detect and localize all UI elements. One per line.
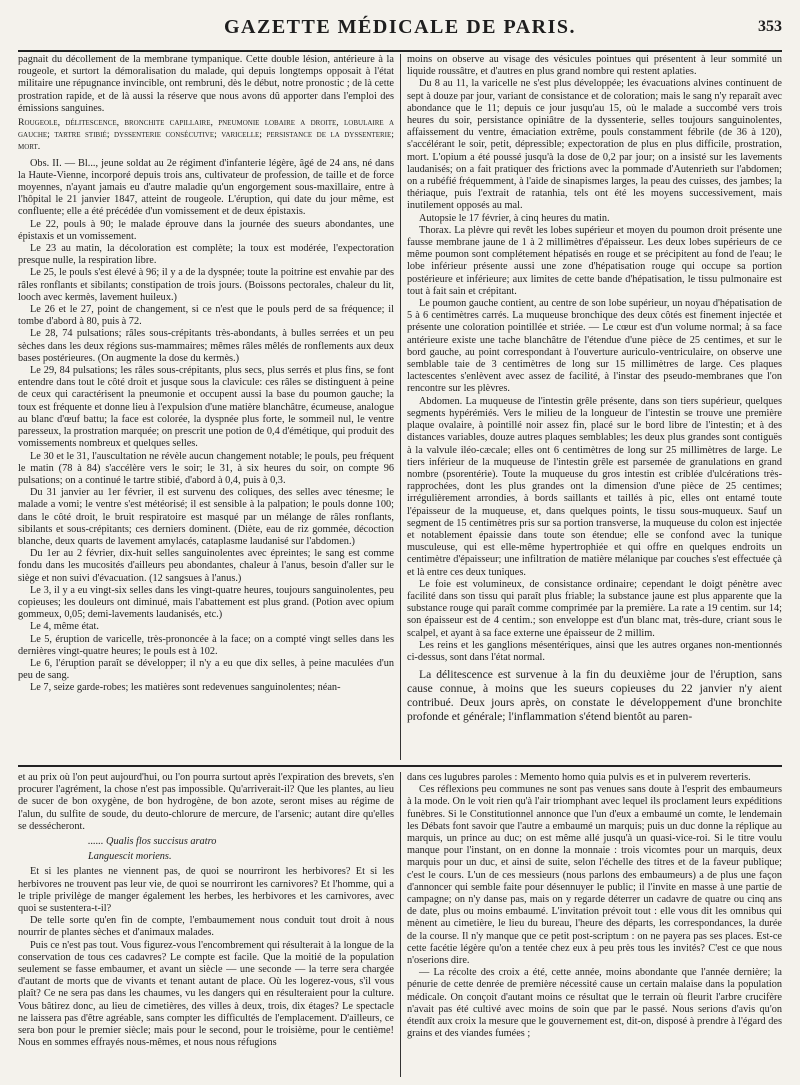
paragraph: Abdomen. La muqueuse de l'intestin grêle présente, dans son tiers supérieur, quelques segments hypérémiés. Vers le milieu de la longueur de l'intestin se trouve une première plaque ovalaire, à pointillé noir assez fin, placé sur le bord libre de l'intestin; et à des distances variables, douze autres plaques semblables; les deux plus grandes sont contiguës à la valvule iléo-cæcale; elles ont 6 centimètres de long sur 25 millimètres de large. Le tiers inférieur de la muqueuse de l'intestin grêle est parsemée de granulations en grand nombre (psorentérie). Toute la muqueuse du gros intestin est criblée d'ulcérations très-rapprochées, dont les plus grandes ont la dimension d'une pièce de 25 centimes; irrégulièrement arrondies, à bords saillants et taillés à pic, elles ont entamé toute l'épaisseur de la muqueuse, et, dans quelques points, le tissu sous-muqueux. Sauf un segment de 15 centimètres pris sur sa portion transverse, la muqueuse du colon est injectée et notablement épaissie dans toute son étendue; elle se confond avec la tunique musculeuse, qui est elle-même hypertrophiée et qui offre en quelques endroits un centimètre d'épaisseur; une infiltration de matière mélanique par couches s'est effectuée çà et là entre ces deux tuniques.	[407, 395, 782, 578]
paragraph: Le 4, même état.	[30, 621, 99, 633]
paragraph: Du 1er au 2 février, dix-huit selles sanguinolentes avec épreintes; le sang est comme fondu dans les mucosités d'ailleurs peu abondantes, chaleur à l'anus, besoin d'aller sur le siège et non suivi d'évacuation. (12 sangsues à l'anus.)	[18, 548, 394, 584]
column-divider	[400, 54, 401, 760]
paragraph: moins on observe au visage des vésicules pointues qui présentent à leur sommité un liquide roussâtre, et d'autres en plus grand nombre qui restent aplaties.	[407, 54, 782, 78]
paragraph: Le 25, le pouls s'est élevé à 96; il y a de la dyspnée; toute la poitrine est envahie par des râles ronflants et sibilants; constipation de trois jours. (Boissons pectorales, chaleur du lit, looch avec kermès, lavement huileux.)	[18, 267, 394, 303]
page-header	[18, 14, 782, 52]
paragraph: Le poumon gauche contient, au centre de son lobe supérieur, un noyau d'hépatisation de 5 à 6 centimètres carrés. La muqueuse bronchique des deux côtés est finement injectée et présente une coloration pointillée et striée. — Le cœur est d'un volume normal; à sa face antérieure existe une tache blanchâtre de l'étendue d'une pièce de 25 centimes, et sur le bord gauche, au point correspondant à l'ouverture auriculo-ventriculaire, on observe une semblable taie de 3 centimètres de long sur 15 millimètres de large. Ces plaques lactescentes s'enlèvent avec assez de facilité, à l'instar des pseudo-membranes que l'on rencontre sur les plèvres.	[407, 298, 782, 395]
paragraph: Le foie est volumineux, de consistance ordinaire; cependant le doigt pénètre avec facilité dans son tissu qui paraît plus friable; la substance jaune est plus apparente que la substance rouge qui paraît comme comprimée par la première. La rate a 19 centim. sur 14; son épaisseur est de 4 centim.; son enveloppe est d'un blanc mat, très-dure, criant sous le scalpel, et ayant à sa face externe une épaisseur de 2 millim.	[407, 578, 782, 639]
paragraph: Les reins et les ganglions mésentériques, ainsi que les autres organes non-mentionnés ci-dessus, sont dans l'état normal.	[407, 639, 782, 663]
journal-title: GAZETTE MÉDICALE DE PARIS.	[223, 16, 577, 38]
paragraph: Autopsie le 17 février, à cinq heures du matin.	[419, 212, 610, 224]
paragraph: pagnait du décollement de la membrane tympanique. Cette double lésion, antérieure à la rougeole, et surtort la démoralisation du malade, qui depuis longtemps opposait à l'état militaire une répugnance invincible, ont rembruni, dès le début, notre pronostic ; de là cette prostration rapide, et de là aussi la réserve que nous avons dû apporter dans l'emploi des émissions sanguines.	[18, 54, 394, 114]
paragraph: Le 22, pouls à 90; le malade éprouve dans la journée des sueurs abondantes, une épistaxis et un vomissement.	[18, 218, 394, 242]
paragraph: Le 28, 74 pulsations; râles sous-crépitants très-abondants, à bulles serrées et un peu sèches dans les deux régions sus-mammaires; mêmes râles mêlés de ronflements aux deux bases postérieures. (On augmente la dose du kermès.)	[18, 328, 394, 364]
verse-line: ...... Qualis flos succisus aratro	[88, 836, 217, 848]
paragraph: Le 5, éruption de varicelle, très-prononcée à la face; on a compté vingt selles dans les dernières vingt-quatre heures; le pouls est à 102.	[18, 633, 394, 657]
paragraph: Et si les plantes ne viennent pas, de quoi se nourriront les herbivores? Et si les herbivores ne trouvent pas leur vie, de quoi se nourriront les carnivores? Et l'homme, qui a le triple privilège de manger également les herbes, les herbivores et les carnivores, avec quoi se sustentera-t-il?	[18, 866, 394, 915]
paragraph: Obs. II. — Bl..., jeune soldat au 2e régiment d'infanterie légère, âgé de 24 ans, né dans la Haute-Vienne, incorporé depuis trois ans, cultivateur de profession, de taille et de force moyennes, n'ayant jamais eu d'autre maladie qu'un engorgement sous-maxillaire, entre à l'hôpital le 21 janvier 1847, atteint de rougeole. L'éruption, qui date du jour même, est confluente; elle a été précédée d'un vomissement et de deux épistaxis.	[18, 157, 394, 218]
case-heading: Rougeole, délitescence, bronchite capillaire, pneumonie lobaire a droite, lobulaire a gauche; tartre stibié; dyssenterie consécutive; varicelle; persistance de la dyssenterie; mort.	[18, 117, 394, 153]
paragraph: Le 23 au matin, la décoloration est complète; la toux est modérée, l'expectoration presque nulle, la respiration libre.	[18, 243, 394, 267]
paragraph: De telle sorte qu'en fin de compte, l'embaumement nous conduit tout droit à nous nourrir de plantes sèches et d'animaux malades.	[18, 915, 394, 939]
paragraph: Thorax. La plèvre qui revêt les lobes supérieur et moyen du poumon droit présente une fausse membrane jaune de 1 à 2 millimètres d'épaisseur. Les deux lobes supérieurs de ce même poumon sont complétement hépatisés en rouge et se précipitent au fond de l'eau; le lobe inférieur présente aussi une zone d'hépatisation rouge qui occupe sa portion postérieure et inférieure; aux limites de cette bande d'hépatisation, le tissu pulmonaire est tout à fait sain et crépitant.	[407, 224, 782, 297]
paragraph: Le 29, 84 pulsations; les râles sous-crépitants, plus secs, plus serrés et plus fins, se font entendre dans tout le côté droit et jusque sous la clavicule: ces râles se distinguent à peine de ceux qui caractérisent la pneumonie et occupent aussi la base du poumon gauche; la toux est fréquente et donne lieu à l'expulsion d'une matière blanchâtre, écumeuse, analogue au blanc d'œuf battu; la face est colorée, la dyspnée plus forte, le sommeil nul, le ventre paresseux, la prostration marquée; on prescrit une potion de 0,4 d'émétique, qui produit des vomissements nombreux et quelques selles.	[18, 365, 394, 450]
paragraph: Ces réflexions peu communes ne sont pas venues sans doute à l'esprit des embaumeurs à la mode. On le voit rien qu'à l'air triomphant avec lequel ils proclament leurs expéditions funèbres. Si le Constitutionnel annonce que l'un d'eux a embaumé un comte, le lendemain les Débats font savoir que l'autre a embaumé un marquis; puis un duc donne la réplique au marquis, un prince au duc; on est même allé jusqu'à un quasi-vice-roi. Si le titre voulu manque pour l'instant, on en donne la monnaie : trois vicomtes pour un marquis, deux marquis pour un duc, et ainsi de suite, selon l'échelle des titres et de la faveur publique; c'est le cours. L'un de ces messieurs (nous parlons des embaumeurs) a de plus une façon d'annoncer qui semble faite pour désennuyer le public; il l'invite en masse à une partie de campagne; on n'y danse pas, mais on y regarde déterrer un cadavre de quatre ou cinq ans de date, plus ou moins embaumé. L'invitation prévoit tout : elle vous dit les omnibus qui mènent au cimetière, le lieu du bureau, l'heure des départs, les correspondances, la durée de la course. Il n'y manque que ce petit post-scriptum : on ne payera pas ses places. Est-ce cette facétie légère qu'on a tentée chez eux à peu près tous les invités? C'est ce que nous n'oserions dire.	[407, 784, 782, 967]
bottom-left-column	[18, 772, 394, 1077]
right-column	[407, 54, 782, 760]
paragraph: Du 8 au 11, la varicelle ne s'est plus développée; les évacuations alvines continuent de sept à douze par jour, variant de consistance et de coloration; mais le sang n'y reparaît avec abondance que le 11; depuis ce jour jusqu'au 15, où le malade a succombé vers trois heures du soir, persistance opiniâtre de la dyssenterie, selles toujours sanguinolentes, affaissement du ventre, émaciation extrême, pouls constamment fébrile (de 36 à 120), s'accélérant le soir, petit, dépressible; expectoration de plus en plus difficile, prostration, mort. L'opium a été poussé jusqu'à la dose de 0,2 par jour; on a insisté sur les lavements laudanisés; on a fait pratiquer des frictions avec la pommade d'Autenrieth sur l'abdomen; on a rubéfié fréquemment, à l'aide de sinapismes larges, la peau des cuisses, des jambes; la thériaque, puis l'extrait de ratanhia, tels ont été les moyens successivement, mais inutilement opposés au mal.	[407, 78, 782, 212]
paragraph: — La récolte des croix a été, cette année, moins abondante que l'année dernière; la pénurie de cette denrée de première nécessité cause un certain malaise dans la population médicale. On conçoit d'autant moins ce résultat que le terrain où fleurit l'arbre crucifère n'avait pas été cultivé avec moins de soin que par le passé. Nous serions d'avis qu'on étendît aux croix la mesure que le gouvernement est, dit-on, disposé à prendre à l'égard des grains et des viandes fumées ;	[407, 967, 782, 1040]
bottom-right-column	[407, 772, 782, 1077]
column-divider	[400, 772, 401, 1077]
paragraph: Le 6, l'éruption paraît se développer; il n'y a eu que dix selles, à peine maculées d'un peu de sang.	[18, 657, 394, 682]
paragraph: Le 7, seize garde-robes; les matières sont redevenues sanguinolentes; néan-	[30, 682, 341, 694]
paragraph: dans ces lugubres paroles : Memento homo quia pulvis es et in pulverem reverteris.	[407, 772, 751, 783]
paragraph: Le 3, il y a eu vingt-six selles dans les vingt-quatre heures, toujours sanguinolentes, peu copieuses; les douleurs ont diminué, mais l'abattement est plus grand. (Potion avec opium gommeux, 0,05; demi-lavements laudanisés, etc.)	[18, 584, 394, 621]
paragraph: Le 26 et le 27, point de changement, si ce n'est que le pouls perd de sa fréquence; il tombe d'abord à 80, puis à 72.	[18, 304, 394, 328]
paragraph: Le 30 et le 31, l'auscultation ne révèle aucun changement notable; le pouls, peu fréquent le matin (78 à 84) s'accélère vers le soir; le 31, à six heures du soir, on compte 96 pulsations; on a continué le tartre stibié, d'abord à 0,4, puis à 0,3.	[18, 450, 394, 486]
paragraph: La délitescence est survenue à la fin du deuxième jour de l'éruption, sans cause connue, à moins que les sueurs copieuses du 22 janvier n'y aient contribué. Deux jours après, on constate le développement d'une bronchite profonde et générale; l'inflammation s'étend bientôt au paren-	[407, 668, 782, 724]
paragraph: Du 31 janvier au 1er février, il est survenu des coliques, des selles avec ténesme; le malade a vomi; le ventre s'est météorisé; il est sensible à la palpation; le pouls donne 100; dans le côté droit, le bruit respiratoire est masqué par un mélange de râles ronflants, sibilants et sous-crépitants; ces derniers dominent. (Diète, eau de riz gommée, décoction blanche, deux quarts de lavement amylacés, cataplasme laudanisé sur l'abdomen.)	[18, 487, 394, 547]
verse-line: Languescit moriens.	[88, 851, 172, 863]
paragraph: Puis ce n'est pas tout. Vous figurez-vous l'encombrement qui résulterait à la longue de la conservation de tous ces cadavres? Le compte est facile. Que la moitié de la population seulement se fasse embaumer, et avant un siècle — une seconde — la terre sera chargée d'autant de morts que de vivants et tenant autant de place. Où les logerez-vous, s'il vous plaît? Ce ne sera pas dans les chaumes, vu les dangers qui en résulteraient pour la culture. Vous bâtirez donc, au lieu de cimetières, des villes à deux, trois, dix étages? Le spectacle ne laissera pas d'être agréable, sans compter les difficultés de l'emplacement. D'ailleurs, ce sera bon pour le premier siècle; mais pour le second, pour le troisième, pour le centième! Nous en sommes effrayés nous-mêmes, et nous nous réfugions	[18, 939, 394, 1049]
section-divider	[18, 765, 782, 767]
paragraph: et au prix où l'on peut aujourd'hui, ou l'on pourra surtout après l'expiration des brevets, s'en procurer l'agrément, la chose n'est pas impossible. Qu'arriverait-il? Que les plantes, au lieu de sucer de bon oxygène, de bon hydrogène, de bon azote, seront mises au régime de l'alun, du sulfite de soude, du deuto-chlorure de mercure, de l'arsenic; autant dire qu'elles se dessécheront.	[18, 772, 394, 832]
left-column	[18, 54, 394, 760]
page-number: 353	[758, 18, 782, 35]
